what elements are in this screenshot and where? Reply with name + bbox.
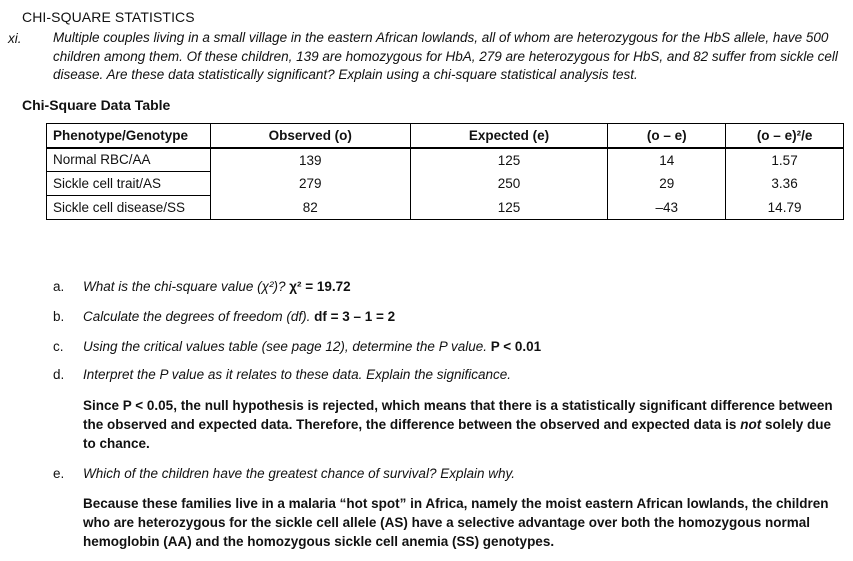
item-d-answer: Since P < 0.05, the null hypothesis is rejected, which means that there is a statistically significant difference between the observed and expected data. Therefore, the difference between the observed and expected data is not solely due to chance. [83,398,833,451]
item-c-answer: P < 0.01 [490,339,542,354]
question-number: xi. [8,31,22,46]
header-chi-component: (o – e)²/e [726,124,844,148]
row-expected: 125 [410,148,608,172]
item-c-label: c. [53,339,64,354]
row-chi-component: 1.57 [726,148,844,172]
item-d-label: d. [53,367,65,382]
header-observed: Observed (o) [210,124,410,148]
row-expected: 125 [410,196,608,220]
row-difference: –43 [608,196,726,220]
item-d-question: Interpret the P value as it relates to these data. Explain the significance. [83,367,511,382]
chi-square-table [46,123,844,220]
row-expected: 250 [410,172,608,196]
item-e-question: Which of the children have the greatest chance of survival? Explain why. [83,466,515,481]
item-e-label: e. [53,466,65,481]
row-difference: 14 [608,148,726,172]
table-row [47,148,844,172]
section-heading: CHI-SQUARE STATISTICS [22,9,195,25]
table-title: Chi-Square Data Table [22,97,171,113]
item-a-answer: χ² = 19.72 [289,279,351,294]
row-observed: 82 [210,196,410,220]
row-chi-component: 14.79 [726,196,844,220]
item-e-answer: Because these families live in a malaria “hot spot” in Africa, namely the moist eastern African lowlands, the children who are heterozygous for the sickle cell allele (AS) have a selective advantage over both the homozygous normal hemoglobin (AA) and the homozygous sickle cell anemia (SS) genotypes. [83,496,829,549]
row-observed: 139 [210,148,410,172]
item-b-answer: df = 3 – 1 = 2 [314,309,396,324]
table-row [47,196,844,220]
item-d-answer-emphasis: not [740,417,762,432]
item-a-label: a. [53,279,65,294]
row-phenotype: Sickle cell disease/SS [47,196,211,220]
item-a-question: What is the chi-square value (χ²)? [83,279,286,294]
item-b-label: b. [53,309,65,324]
row-observed: 279 [210,172,410,196]
item-c-question: Using the critical values table (see page 12), determine the P value. [83,339,487,354]
row-difference: 29 [608,172,726,196]
item-b-question: Calculate the degrees of freedom (df). [83,309,311,324]
row-phenotype: Normal RBC/AA [47,148,211,172]
table-header-row [47,124,844,148]
header-expected: Expected (e) [410,124,608,148]
row-chi-component: 3.36 [726,172,844,196]
table-row [47,172,844,196]
header-difference: (o – e) [608,124,726,148]
question-text: Multiple couples living in a small village in the eastern African lowlands, all of whom are heterozygous for the HbS allele, have 500 children among them. Of these children, 139 are homozygous for HbA, 279 are heterozygous for HbS, and 82 suffer from sickle cell disease. Are these data statistically significant? Explain using a chi-square statistical analysis test. [53,30,838,82]
header-phenotype: Phenotype/Genotype [47,124,211,148]
row-phenotype: Sickle cell trait/AS [47,172,211,196]
